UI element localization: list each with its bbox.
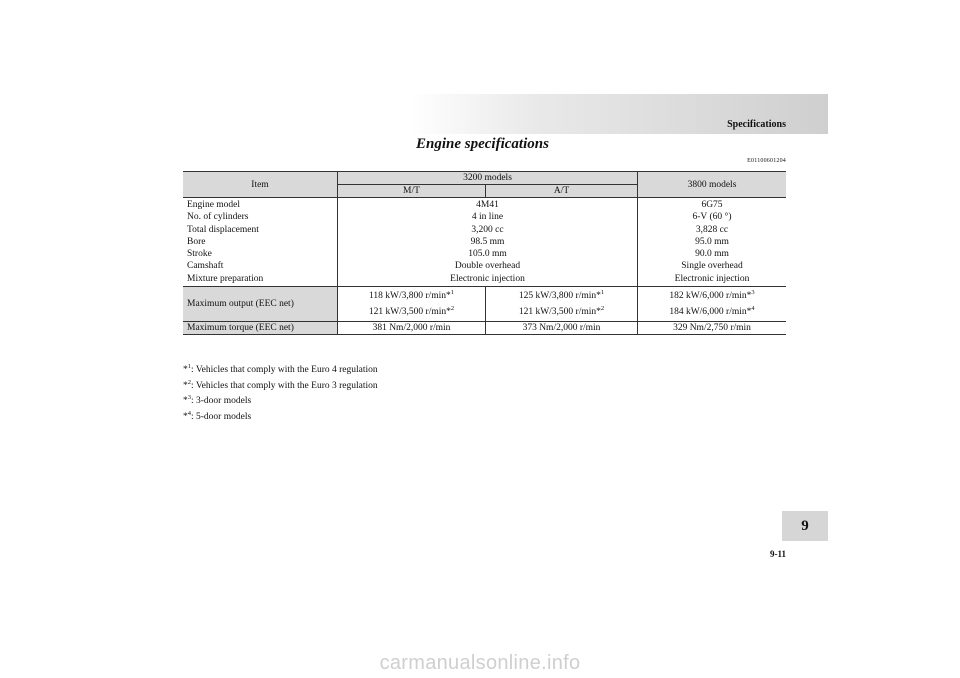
header-mt: M/T xyxy=(338,185,486,198)
header-3800-models: 3800 models xyxy=(638,172,787,198)
header-item: Item xyxy=(183,172,338,198)
cell-labels xyxy=(183,198,338,287)
section-code: E01100601204 xyxy=(747,158,786,164)
page-number: 9-11 xyxy=(769,549,786,559)
value-3800-bore: 95.0 mm xyxy=(695,236,729,247)
value-3200-stroke: 105.0 mm xyxy=(468,249,507,260)
cell-output-3800 xyxy=(638,287,787,322)
page-title: Engine specifications xyxy=(416,136,549,152)
value-3200-cylinders: 4 in line xyxy=(471,212,504,223)
cell-3200-values xyxy=(338,198,638,287)
label-displacement: Total displacement xyxy=(187,224,259,235)
value-3200-mixture: Electronic injection xyxy=(450,273,525,284)
cell-3800-values xyxy=(638,198,787,287)
cell-output-mt xyxy=(338,287,486,322)
value-3800-camshaft: Single overhead xyxy=(681,261,743,272)
value-3800-stroke: 90.0 mm xyxy=(695,249,729,260)
output-3800-2: 184 kW/6,000 r/min*$^4$ xyxy=(669,305,755,318)
table-row-output xyxy=(183,287,786,322)
output-mt-2: 121 kW/3,500 r/min*$^2$ xyxy=(368,305,455,318)
label-cylinders: No. of cylinders xyxy=(187,212,249,223)
footnote-1: *$^1$: Vehicles that comply with the Euro 4 regulation xyxy=(183,363,378,375)
value-3200-camshaft: Double overhead xyxy=(454,261,521,272)
cell-output-at xyxy=(486,287,638,322)
torque-3800: 329 Nm/2,750 r/min xyxy=(638,322,787,335)
value-3800-engine-model: 6G75 xyxy=(701,200,723,210)
label-engine-model: Engine model xyxy=(187,200,241,210)
engine-spec-table xyxy=(183,171,786,335)
value-3800-mixture: Electronic injection xyxy=(674,273,750,284)
output-mt-1: 118 kW/3,800 r/min*$^1$ xyxy=(369,289,454,302)
footnote-3: *$^3$: 3-door models xyxy=(183,394,252,406)
watermark: carmanualsonline.info xyxy=(379,652,581,674)
value-3800-displacement: 3,828 cc xyxy=(695,224,729,235)
chapter-tab: 9 xyxy=(782,511,828,541)
value-3200-engine-model: 4M41 xyxy=(476,200,499,210)
label-max-output: Maximum output (EEC net) xyxy=(183,287,338,322)
table-row-general xyxy=(183,198,786,287)
header-at: A/T xyxy=(486,185,638,198)
label-camshaft: Camshaft xyxy=(187,261,224,272)
footnote-4: *$^4$: 5-door models xyxy=(183,409,252,422)
footnotes xyxy=(183,363,378,425)
table-header-row xyxy=(183,172,786,185)
label-mixture: Mixture preparation xyxy=(187,273,264,284)
section-label: Specifications xyxy=(727,119,786,130)
table-row-torque xyxy=(183,322,786,335)
label-max-torque: Maximum torque (EEC net) xyxy=(183,322,338,335)
value-3200-displacement: 3,200 cc xyxy=(471,224,504,235)
footnote-2: *$^2$: Vehicles that comply with the Euro 3 regulation xyxy=(183,378,378,391)
torque-mt: 381 Nm/2,000 r/min xyxy=(338,322,486,335)
label-stroke: Stroke xyxy=(187,249,212,260)
output-at-2: 121 kW/3,500 r/min*$^2$ xyxy=(518,305,605,318)
output-at-1: 125 kW/3,800 r/min*$^1$ xyxy=(518,289,605,302)
output-3800-1: 182 kW/6,000 r/min*$^3$ xyxy=(669,289,755,302)
value-3800-cylinders: 6-V (60 °) xyxy=(692,212,732,223)
torque-at: 373 Nm/2,000 r/min xyxy=(486,322,638,335)
header-3200-models: 3200 models xyxy=(338,172,638,185)
label-bore: Bore xyxy=(187,236,206,247)
value-3200-bore: 98.5 mm xyxy=(470,236,505,247)
